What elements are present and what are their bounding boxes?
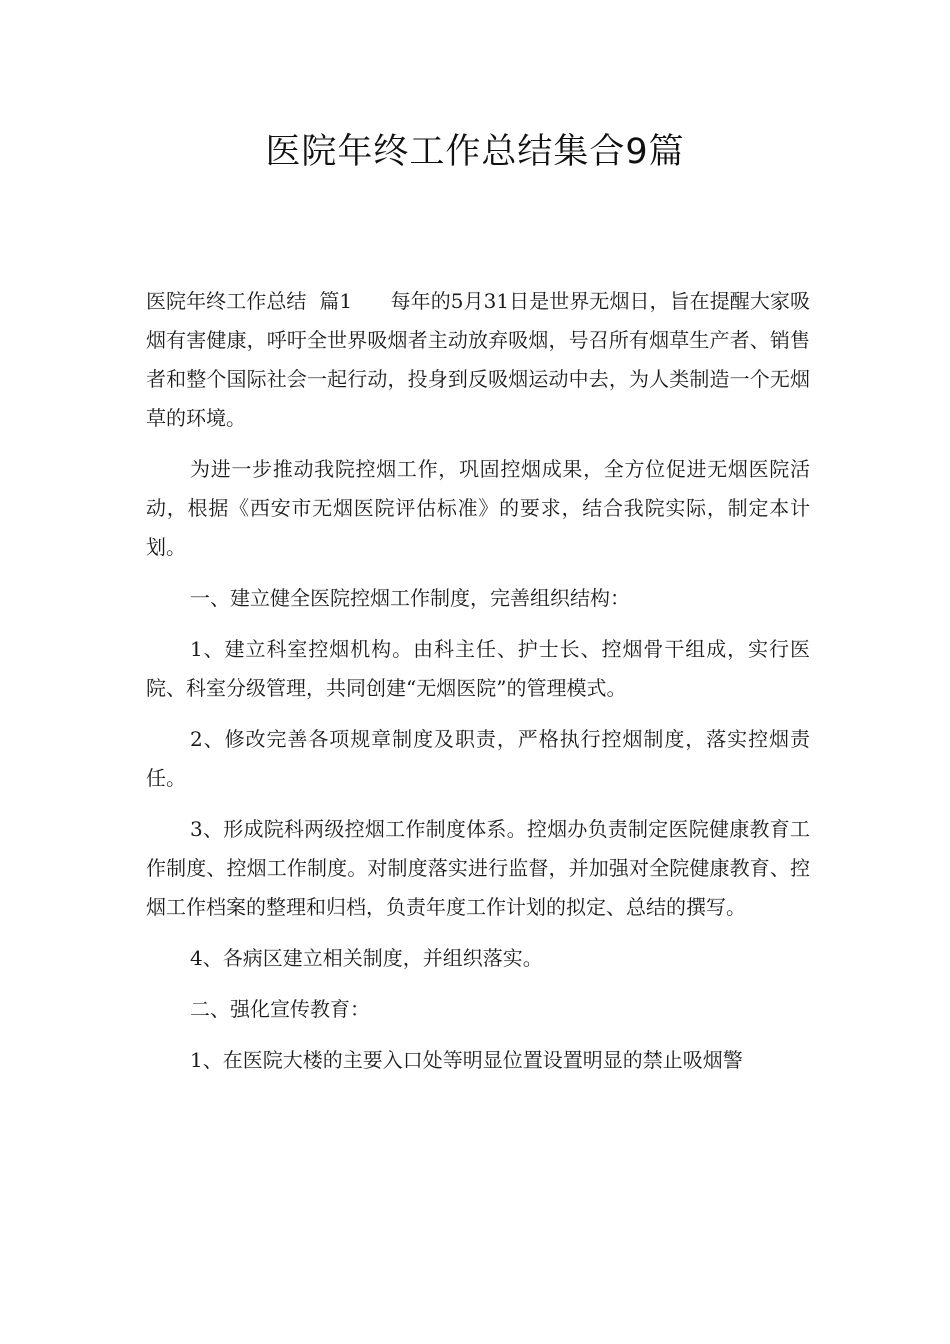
section-heading-inline: 医院年终工作总结 篇1 [146, 289, 391, 313]
paragraph-4: 1、建立科室控烟机构。由科主任、护士长、控烟骨干组成，实行医院、科室分级管理，共同创建“无烟医院”的管理模式。 [146, 637, 810, 700]
paragraph-5: 2、修改完善各项规章制度及职责，严格执行控烟制度，落实控烟责任。 [146, 727, 810, 790]
paragraph-3: 一、建立健全医院控烟工作制度，完善组织结构： [190, 586, 630, 610]
paragraph-1-text: 每年的5月31日是世界无烟日，旨在提醒大家吸烟有害健康，呼吁全世界吸烟者主动放弃吸烟，号召所有烟草生产者、销售者和整个国际社会一起行动，投身到反吸烟运动中去，为人类制造一个无烟草的环境。 [146, 289, 810, 430]
paragraph-8: 二、强化宣传教育： [190, 997, 370, 1021]
document-body [146, 282, 810, 1092]
paragraph-7: 4、各病区建立相关制度，并组织落实。 [190, 946, 543, 970]
paragraph-6: 3、形成院科两级控烟工作制度体系。控烟办负责制定医院健康教育工作制度、控烟工作制度。对制度落实进行监督，并加强对全院健康教育、控烟工作档案的整理和归档，负责年度工作计划的拟定、总结的撰写。 [146, 817, 810, 919]
paragraph-1 [146, 282, 810, 438]
paragraph-2: 为进一步推动我院控烟工作，巩固控烟成果，全方位促进无烟医院活动，根据《西安市无烟医院评估标准》的要求，结合我院实际，制定本计划。 [146, 457, 810, 559]
document-title: 医院年终工作总结集合9篇 [265, 132, 685, 172]
paragraph-9: 1、在医院大楼的主要入口处等明显位置设置明显的禁止吸烟警 [190, 1048, 743, 1072]
